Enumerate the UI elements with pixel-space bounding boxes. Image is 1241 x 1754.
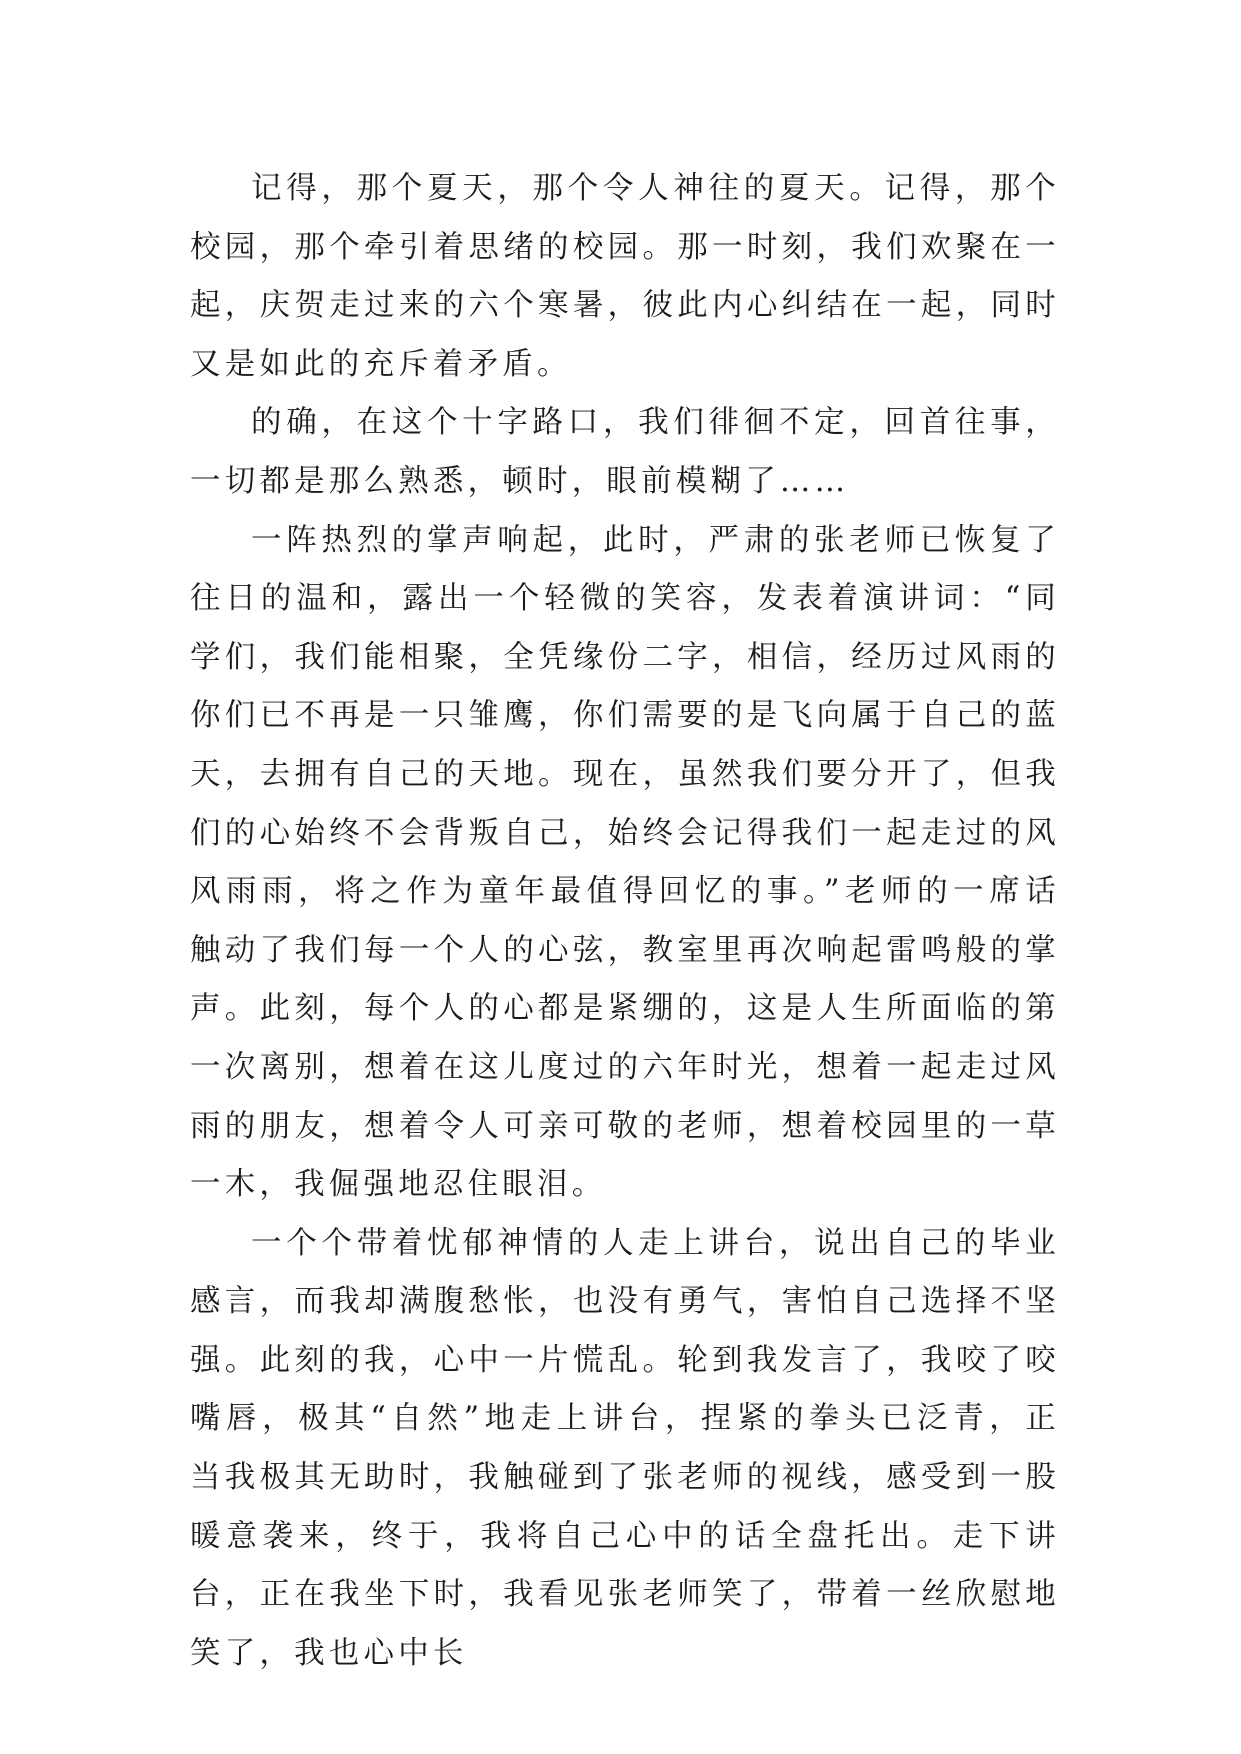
paragraph-1: 记得，那个夏天，那个令人神往的夏天。记得，那个校园，那个牵引着思绪的校园。那一时刻，我们欢聚在一起，庆贺走过来的六个寒暑，彼此内心纠结在一起，同时又是如此的充斥着矛盾。: [190, 171, 1060, 382]
paragraph-3: 一阵热烈的掌声响起，此时，严肃的张老师已恢复了往日的温和，露出一个轻微的笑容，发表着演讲词：“同学们，我们能相聚，全凭缘份二字，相信，经历过风雨的你们已不再是一只雏鹰，你们需要的是飞向属于自己的蓝天，去拥有自己的天地。现在，虽然我们要分开了，但我们的心始终不会背叛自己，始终会记得我们一起走过的风风雨雨，将之作为童年最值得回忆的事。”老师的一席话触动了我们每一个人的心弦，教室里再次响起雷鸣般的掌声。此刻，每个人的心都是紧绷的，这是人生所面临的第一次离别，想着在这儿度过的六年时光，想着一起走过风雨的朋友，想着令人可亲可敬的老师，想着校园里的一草一木，我倔强地忍住眼泪。: [190, 522, 1060, 1203]
essay-body: [190, 160, 1060, 1683]
paragraph-2: 的确，在这个十字路口，我们徘徊不定，回首往事，一切都是那么熟悉，顿时，眼前模糊了……: [190, 405, 1060, 499]
paragraph-4: 一个个带着忧郁神情的人走上讲台，说出自己的毕业感言，而我却满腹愁怅，也没有勇气，害怕自己选择不坚强。此刻的我，心中一片慌乱。轮到我发言了，我咬了咬嘴唇，极其“自然”地走上讲台，捏紧的拳头已泛青，正当我极其无助时，我触碰到了张老师的视线，感受到一股暖意袭来，终于，我将自己心中的话全盘托出。走下讲台，正在我坐下时，我看见张老师笑了，带着一丝欣慰地笑了，我也心中长: [190, 1225, 1060, 1671]
